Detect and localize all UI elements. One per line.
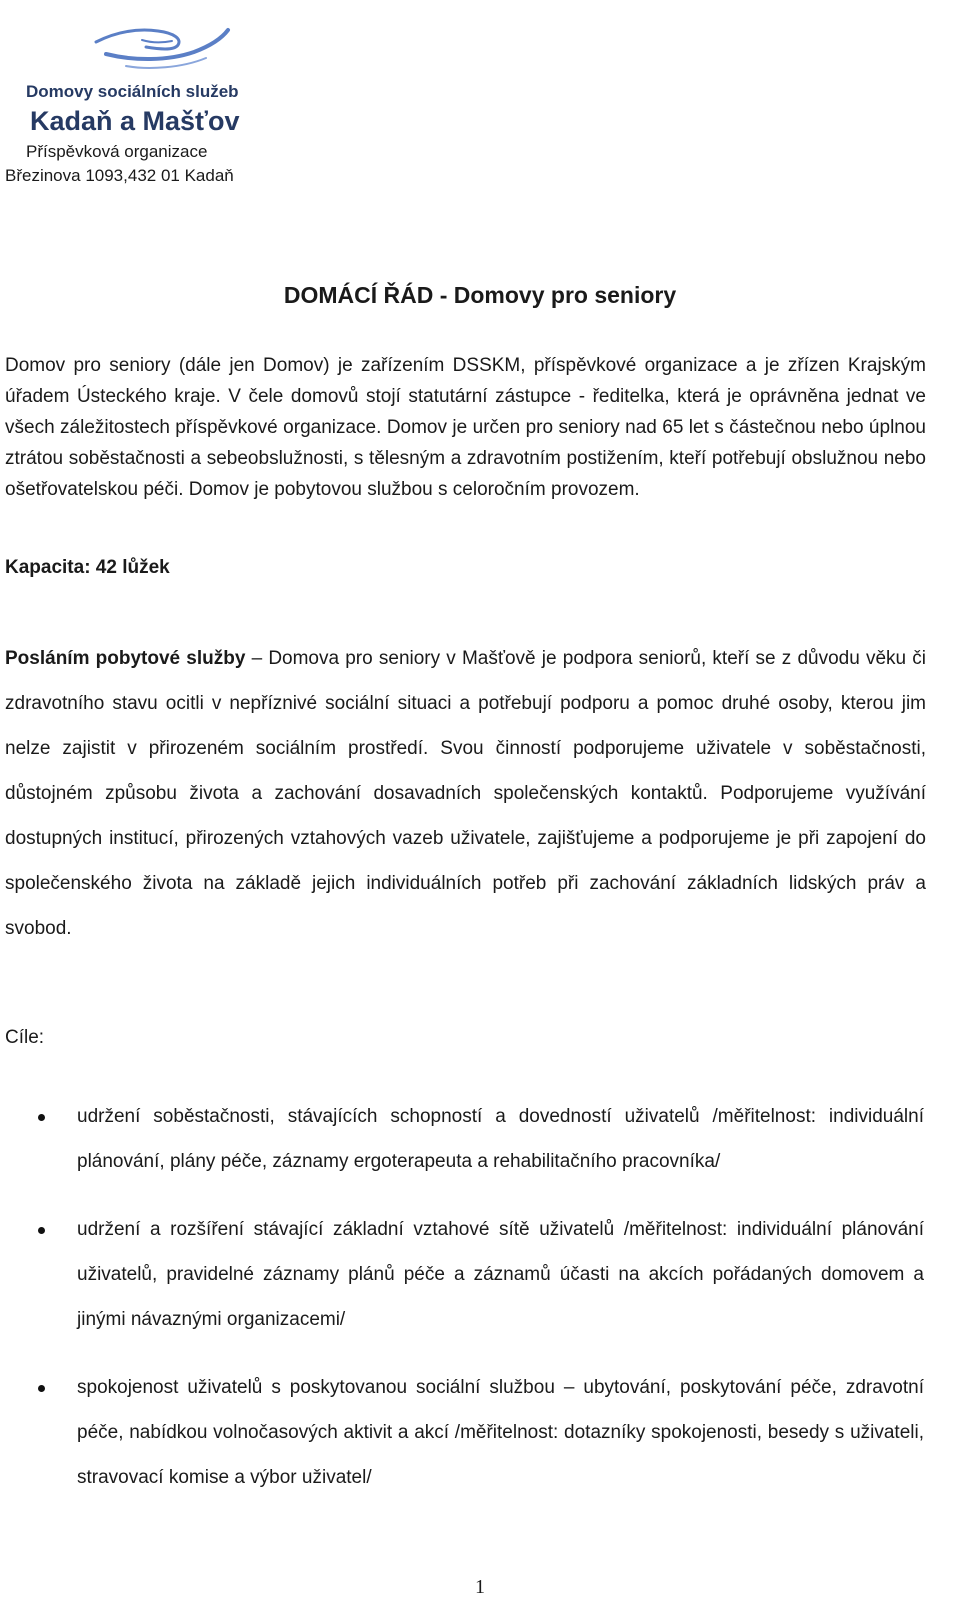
goals-heading: Cíle: [5, 1027, 45, 1048]
mission-text: – Domova pro seniory v Mašťově je podpora seniorů, kteří se z důvodu věku či zdravotního stavu ocitli v nepříznivé sociální situaci a potřebují podporu a pomoc druhé osoby, kterou jim nelze zajistit v přirozeném sociálním prostředí. Svou činností podporujeme uživatele v soběstačnosti, důstojném způsobu života a zachování dosavadních společenských kontaktů. Podporujeme využívání dostupných institucí, přirozených vztahových vazeb uživatele, zajišťujeme a podporujeme je při zapojení do společenského života na základě jejich individuálních potřeb při zachování základních lidských práv a svobod. [5, 648, 927, 939]
goals-list [0, 1094, 960, 1523]
goal-text: udržení a rozšíření stávající základní vztahové sítě uživatelů /měřitelnost: individuální plánování uživatelů, pravidelné záznamy plánů péče a záznamů účasti na akcích pořádaných domovem a jinými návaznými organizacemi/ [77, 1219, 924, 1330]
bullet-icon [38, 1385, 45, 1392]
goal-item [0, 1094, 924, 1184]
logo-text-line2: Kadaň a Mašťov [30, 106, 240, 136]
organization-type: Příspěvková organizace [26, 142, 208, 161]
goal-text: spokojenost uživatelů s poskytovanou sociální službou – ubytování, poskytování péče, zdravotní péče, nabídkou volnočasových aktivit a akcí /měřitelnost: dotazníky spokojenosti, besedy s uživateli, stravovací komise a výbor uživatel/ [77, 1377, 924, 1488]
intro-paragraph: Domov pro seniory (dále jen Domov) je zařízením DSSKM, příspěvkové organizace a je zřízen Krajským úřadem Ústeckého kraje. V čele domovů stojí statutární zástupce - ředitelka, která je oprávněna jednat ve všech záležitostech příspěvkové organizace. Domov je určen pro seniory nad 65 let s částečnou nebo úplnou ztrátou soběstačnosti a sebeobslužnosti, s tělesným a zdravotním postižením, kteří potřebují obslužnou nebo ošetřovatelskou péči. Domov je pobytovou službou s celoročním provozem. [5, 355, 926, 500]
mission-label: Posláním pobytové služby [5, 648, 246, 669]
document-title: DOMÁCÍ ŘÁD - Domovy pro seniory [283, 282, 677, 308]
organization-logo [26, 8, 276, 138]
goal-item [0, 1365, 924, 1500]
goal-text: udržení soběstačnosti, stávajících schopností a dovedností uživatelů /měřitelnost: individuální plánování, plány péče, záznamy ergoterapeuta a rehabilitačního pracovníka/ [77, 1106, 924, 1172]
organization-address: Březinova 1093,432 01 Kadaň [5, 166, 234, 185]
mission-paragraph [5, 636, 926, 951]
page-number: 1 [475, 1576, 485, 1598]
capacity-line: Kapacita: 42 lůžek [5, 557, 170, 578]
hands-icon [86, 8, 236, 78]
bullet-icon [38, 1114, 45, 1121]
goal-item [0, 1207, 924, 1342]
bullet-icon [38, 1227, 45, 1234]
logo-text-line1: Domovy sociálních služeb [26, 82, 239, 101]
